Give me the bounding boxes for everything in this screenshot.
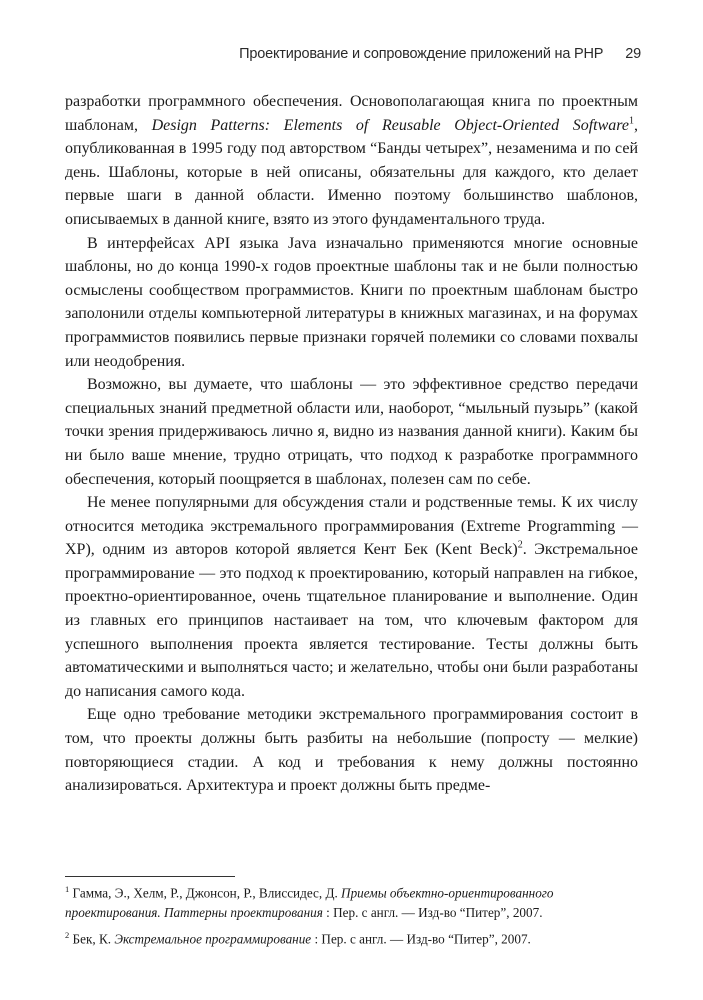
footnote-2-title: Экстремальное программирование [114,931,312,947]
footnote-1-publisher: : Пер. с англ. — Изд-во “Питер”, 2007. [322,904,543,920]
paragraph-2: В интерфейсах API языка Java изначально применяются многие основные шаблоны, но до конца 1990-х годов проектные шаблоны так и не были полностью осмыслены сообществом программистов. Книги по проектным шаблонам быстро заполонили отделы компьютерной литературы в книжных магазинах, и на форумах программистов появились первые признаки горячей полемики со словами похвалы или неодобрения. [65,234,638,370]
footnote-1 [65,880,640,922]
paragraph-3: Возможно, вы думаете, что шаблоны — это эффективное средство передачи специальных знаний предметной области или, наоборот, “мыльный пузырь” (какой точки зрения придерживаюсь лично я, видно из названия данной книги). Каким бы ни было ваше мнение, трудно отрицать, что подход к разработке программного обеспечения, который поощряется в шаблонах, полезен сам по себе. [65,376,638,488]
footnote-2 [65,926,640,949]
paragraph-4-text-a: Не менее популярными для обсуждения стали и родственные темы. К их числу относится методика экстремального программирования (Extreme Programming — XP), одним из авторов которой является Кент Бек (Kent Beck) [65,494,638,559]
footnote-2-number: 2 [65,930,70,941]
body-text [65,90,638,798]
footnotes [65,880,640,953]
footnote-2-publisher: : Пер. с англ. — Изд-во “Питер”, 2007. [311,931,531,947]
footnote-1-title: Приемы объектно-ориентированного проектирования. Паттерны проектирования [65,885,554,920]
page-number: 29 [625,46,641,62]
footnote-1-number: 1 [65,884,70,894]
running-header-title: Проектирование и сопровождение приложений на PHP [239,46,604,62]
paragraph-4-text-b: . Экстремальное программирование — это подход к проектированию, который направлен на гибкое, проектно-ориентированное, очень тщательное планирование и выполнение. Один из главных его принципов настаивает на том, что ключевым фактором для успешного выполнения проекта является тестирование. Тесты должны быть автоматическими и выполняться часто; и желательно, чтобы они были разработаны до написания самого кода. [65,541,638,700]
book-title-design-patterns: Design Patterns: Elements of Reusable Object-Oriented Software [151,116,630,134]
footnote-ref-2: 2 [517,539,523,551]
footnote-ref-1: 1 [629,115,635,127]
running-header [239,46,641,62]
footnote-divider [65,876,235,877]
footnote-2-authors: Бек, К. [69,931,115,947]
footnote-1-authors: Гамма, Э., Хелм, Р., Джонсон, Р., Влиссидес, Д. [69,885,342,901]
paragraph-1 [65,90,638,232]
paragraph-1-text-b: , опубликованная в 1995 году под авторством “Банды четырех”, незаменима и по сей день. Шаблоны, которые в ней описаны, обязательны для каждого, кто делает первые шаги в данной области. Именно поэтому большинство шаблонов, описываемых в данной книге, взято из этого фундаментального труда. [65,116,639,228]
paragraph-1-text-a: разработки программного обеспечения. Основополагающая книга по проектным шаблонам, [65,93,638,134]
paragraph-5: Еще одно требование методики экстремального программирования состоит в том, что проекты должны быть разбиты на небольшие (попросту — мелкие) повторяющиеся стадии. А код и требования к нему должны постоянно анализироваться. Архитектура и проект должны быть предме- [65,706,638,795]
paragraph-4 [65,491,638,703]
